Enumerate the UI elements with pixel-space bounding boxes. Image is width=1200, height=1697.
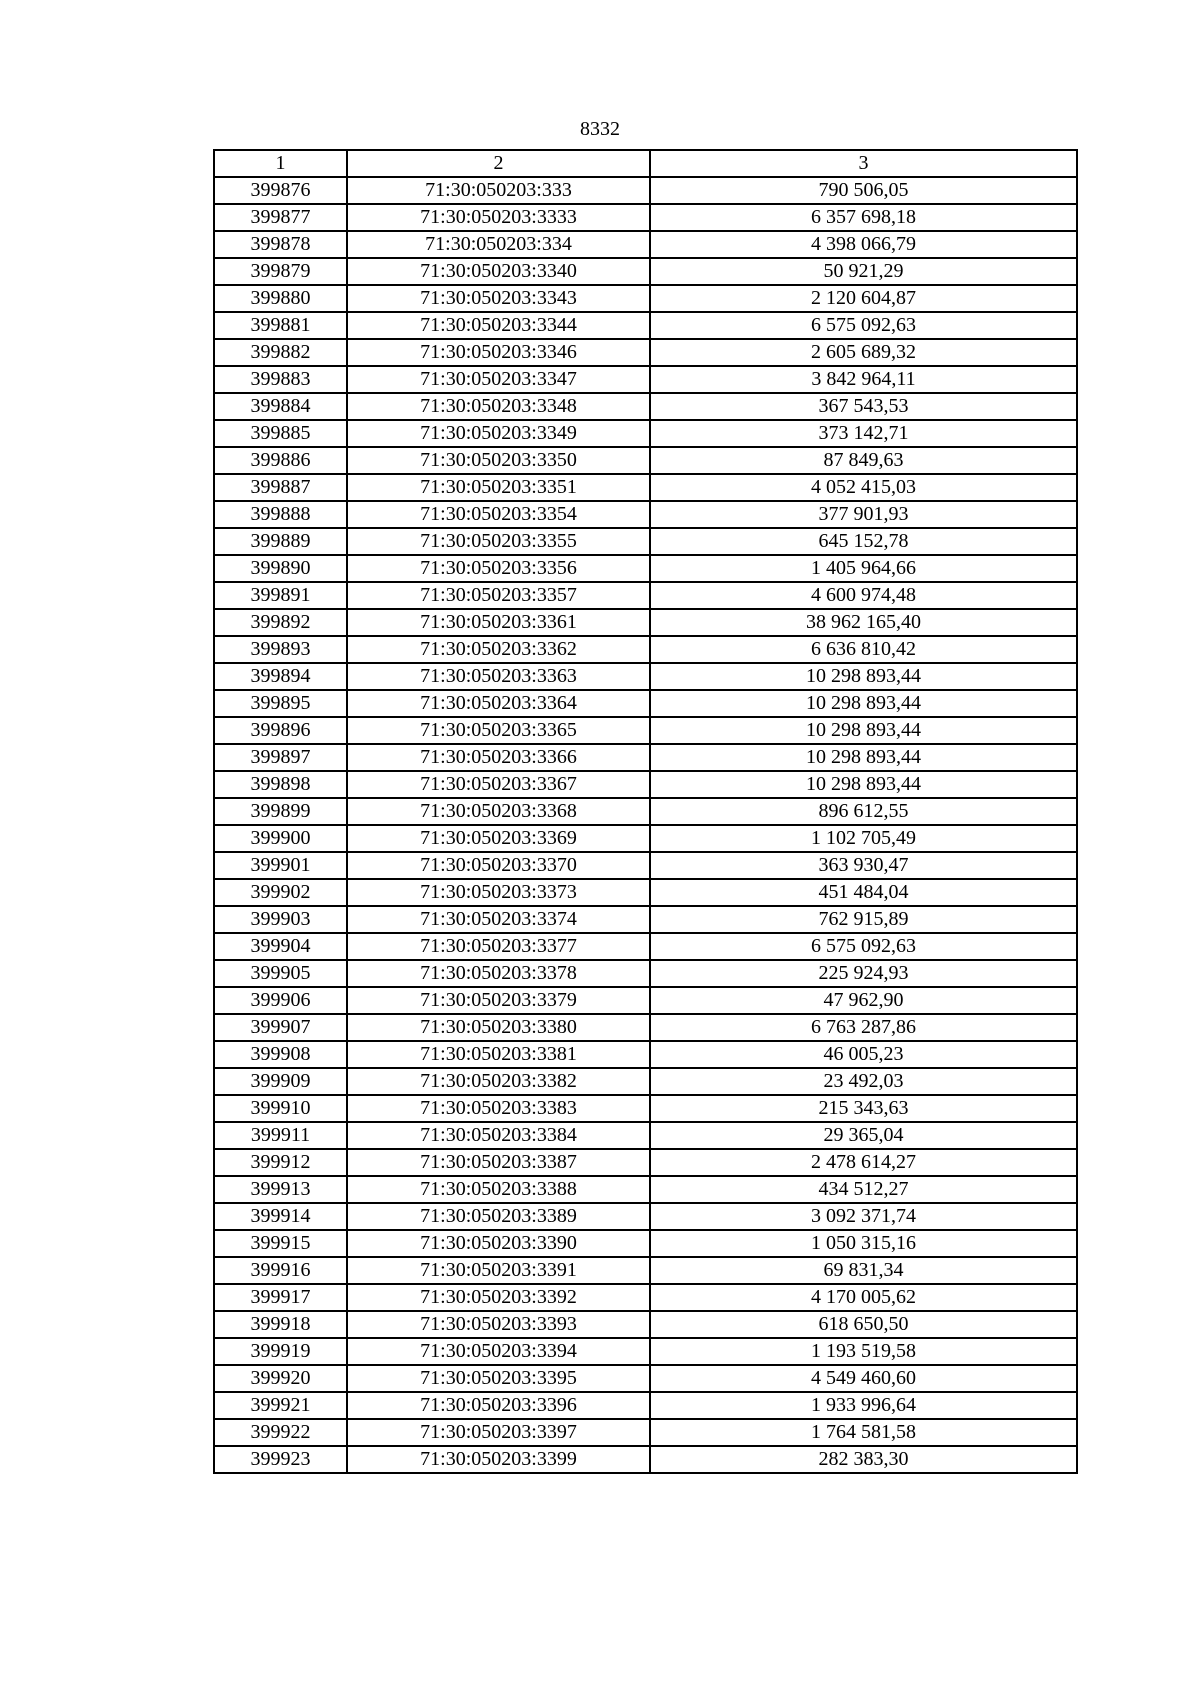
row-number-cell: 399918: [214, 1311, 347, 1338]
table-row: [214, 1149, 1077, 1176]
cadastral-value-cell: 762 915,89: [650, 906, 1077, 933]
row-number-cell: 399889: [214, 528, 347, 555]
table-row: [214, 879, 1077, 906]
cadastral-value-cell: 363 930,47: [650, 852, 1077, 879]
cadastral-number-cell: 71:30:050203:3357: [347, 582, 650, 609]
row-number-cell: 399919: [214, 1338, 347, 1365]
table-row: [214, 960, 1077, 987]
row-number-cell: 399885: [214, 420, 347, 447]
cadastral-value-cell: 2 478 614,27: [650, 1149, 1077, 1176]
table-row: [214, 1419, 1077, 1446]
cadastral-value-cell: 790 506,05: [650, 177, 1077, 204]
row-number-cell: 399880: [214, 285, 347, 312]
row-number-cell: 399887: [214, 474, 347, 501]
cadastral-number-cell: 71:30:050203:3362: [347, 636, 650, 663]
cadastral-number-cell: 71:30:050203:3340: [347, 258, 650, 285]
cadastral-number-cell: 71:30:050203:3377: [347, 933, 650, 960]
table-row: [214, 987, 1077, 1014]
cadastral-value-cell: 6 575 092,63: [650, 312, 1077, 339]
row-number-cell: 399886: [214, 447, 347, 474]
cadastral-value-cell: 10 298 893,44: [650, 717, 1077, 744]
cadastral-number-cell: 71:30:050203:3381: [347, 1041, 650, 1068]
row-number-cell: 399897: [214, 744, 347, 771]
cadastral-number-cell: 71:30:050203:3387: [347, 1149, 650, 1176]
cadastral-value-cell: 1 405 964,66: [650, 555, 1077, 582]
cadastral-value-cell: 47 962,90: [650, 987, 1077, 1014]
cadastral-number-cell: 71:30:050203:3393: [347, 1311, 650, 1338]
cadastral-value-cell: 10 298 893,44: [650, 744, 1077, 771]
table-row: [214, 582, 1077, 609]
table-row: [214, 501, 1077, 528]
column-header-3: 3: [650, 150, 1077, 177]
row-number-cell: 399911: [214, 1122, 347, 1149]
row-number-cell: 399895: [214, 690, 347, 717]
cadastral-value-cell: 6 357 698,18: [650, 204, 1077, 231]
table-row: [214, 933, 1077, 960]
cadastral-value-cell: 282 383,30: [650, 1446, 1077, 1473]
row-number-cell: 399878: [214, 231, 347, 258]
cadastral-value-cell: 377 901,93: [650, 501, 1077, 528]
row-number-cell: 399876: [214, 177, 347, 204]
row-number-cell: 399898: [214, 771, 347, 798]
cadastral-value-cell: 50 921,29: [650, 258, 1077, 285]
table-row: [214, 1041, 1077, 1068]
cadastral-number-cell: 71:30:050203:3344: [347, 312, 650, 339]
cadastral-value-cell: 46 005,23: [650, 1041, 1077, 1068]
table-row: [214, 474, 1077, 501]
cadastral-number-cell: 71:30:050203:3391: [347, 1257, 650, 1284]
cadastral-value-cell: 645 152,78: [650, 528, 1077, 555]
cadastral-value-cell: 367 543,53: [650, 393, 1077, 420]
row-number-cell: 399905: [214, 960, 347, 987]
cadastral-value-cell: 10 298 893,44: [650, 690, 1077, 717]
table-row: [214, 1068, 1077, 1095]
cadastral-value-cell: 1 102 705,49: [650, 825, 1077, 852]
row-number-cell: 399923: [214, 1446, 347, 1473]
page-number: 8332: [580, 118, 620, 140]
cadastral-number-cell: 71:30:050203:3397: [347, 1419, 650, 1446]
cadastral-value-cell: 4 170 005,62: [650, 1284, 1077, 1311]
table-row: [214, 798, 1077, 825]
cadastral-number-cell: 71:30:050203:3348: [347, 393, 650, 420]
row-number-cell: 399920: [214, 1365, 347, 1392]
table-row: [214, 312, 1077, 339]
cadastral-value-cell: 6 575 092,63: [650, 933, 1077, 960]
row-number-cell: 399903: [214, 906, 347, 933]
column-header-1: 1: [214, 150, 347, 177]
cadastral-value-cell: 4 549 460,60: [650, 1365, 1077, 1392]
table-row: [214, 690, 1077, 717]
cadastral-value-cell: 3 842 964,11: [650, 366, 1077, 393]
cadastral-number-cell: 71:30:050203:3364: [347, 690, 650, 717]
cadastral-number-cell: 71:30:050203:3383: [347, 1095, 650, 1122]
table-row: [214, 555, 1077, 582]
row-number-cell: 399879: [214, 258, 347, 285]
row-number-cell: 399882: [214, 339, 347, 366]
row-number-cell: 399888: [214, 501, 347, 528]
row-number-cell: 399890: [214, 555, 347, 582]
cadastral-number-cell: 71:30:050203:3365: [347, 717, 650, 744]
cadastral-value-cell: 87 849,63: [650, 447, 1077, 474]
cadastral-number-cell: 71:30:050203:3351: [347, 474, 650, 501]
table-row: [214, 771, 1077, 798]
table-row: [214, 1338, 1077, 1365]
table-row: [214, 528, 1077, 555]
table-row: [214, 852, 1077, 879]
table-row: [214, 1257, 1077, 1284]
row-number-cell: 399892: [214, 609, 347, 636]
cadastral-number-cell: 71:30:050203:3392: [347, 1284, 650, 1311]
table-row: [214, 420, 1077, 447]
cadastral-number-cell: 71:30:050203:333: [347, 177, 650, 204]
row-number-cell: 399907: [214, 1014, 347, 1041]
table-row: [214, 636, 1077, 663]
row-number-cell: 399901: [214, 852, 347, 879]
cadastral-value-cell: 6 763 287,86: [650, 1014, 1077, 1041]
row-number-cell: 399921: [214, 1392, 347, 1419]
cadastral-value-cell: 10 298 893,44: [650, 663, 1077, 690]
table-row: [214, 1311, 1077, 1338]
cadastral-value-cell: 3 092 371,74: [650, 1203, 1077, 1230]
cadastral-number-cell: 71:30:050203:3388: [347, 1176, 650, 1203]
table-row: [214, 1230, 1077, 1257]
cadastral-value-cell: 29 365,04: [650, 1122, 1077, 1149]
cadastral-value-cell: 2 605 689,32: [650, 339, 1077, 366]
cadastral-value-cell: 69 831,34: [650, 1257, 1077, 1284]
table-row: [214, 1203, 1077, 1230]
table-row: [214, 906, 1077, 933]
cadastral-value-cell: 10 298 893,44: [650, 771, 1077, 798]
row-number-cell: 399891: [214, 582, 347, 609]
row-number-cell: 399904: [214, 933, 347, 960]
row-number-cell: 399915: [214, 1230, 347, 1257]
table-row: [214, 1014, 1077, 1041]
table-row: [214, 1095, 1077, 1122]
cadastral-number-cell: 71:30:050203:3389: [347, 1203, 650, 1230]
cadastral-number-cell: 71:30:050203:3399: [347, 1446, 650, 1473]
row-number-cell: 399906: [214, 987, 347, 1014]
cadastral-number-cell: 71:30:050203:3354: [347, 501, 650, 528]
row-number-cell: 399910: [214, 1095, 347, 1122]
table-row: [214, 204, 1077, 231]
cadastral-number-cell: 71:30:050203:3382: [347, 1068, 650, 1095]
cadastral-value-cell: 225 924,93: [650, 960, 1077, 987]
row-number-cell: 399877: [214, 204, 347, 231]
cadastral-value-cell: 2 120 604,87: [650, 285, 1077, 312]
cadastral-value-cell: 896 612,55: [650, 798, 1077, 825]
row-number-cell: 399893: [214, 636, 347, 663]
row-number-cell: 399894: [214, 663, 347, 690]
cadastral-value-cell: 215 343,63: [650, 1095, 1077, 1122]
cadastral-number-cell: 71:30:050203:3349: [347, 420, 650, 447]
table-header-row: [214, 150, 1077, 177]
cadastral-number-cell: 71:30:050203:3356: [347, 555, 650, 582]
cadastral-number-cell: 71:30:050203:3374: [347, 906, 650, 933]
cadastral-number-cell: 71:30:050203:3333: [347, 204, 650, 231]
cadastral-value-cell: 434 512,27: [650, 1176, 1077, 1203]
table-row: [214, 1176, 1077, 1203]
table-row: [214, 717, 1077, 744]
cadastral-number-cell: 71:30:050203:3396: [347, 1392, 650, 1419]
cadastral-number-cell: 71:30:050203:3355: [347, 528, 650, 555]
table-row: [214, 258, 1077, 285]
column-header-2: 2: [347, 150, 650, 177]
cadastral-number-cell: 71:30:050203:3380: [347, 1014, 650, 1041]
row-number-cell: 399896: [214, 717, 347, 744]
table-row: [214, 285, 1077, 312]
table-row: [214, 393, 1077, 420]
cadastral-value-cell: 618 650,50: [650, 1311, 1077, 1338]
cadastral-number-cell: 71:30:050203:3347: [347, 366, 650, 393]
cadastral-number-cell: 71:30:050203:3394: [347, 1338, 650, 1365]
table-row: [214, 1446, 1077, 1473]
table-row: [214, 1284, 1077, 1311]
row-number-cell: 399881: [214, 312, 347, 339]
table-row: [214, 177, 1077, 204]
cadastral-number-cell: 71:30:050203:3367: [347, 771, 650, 798]
table-row: [214, 1365, 1077, 1392]
row-number-cell: 399884: [214, 393, 347, 420]
cadastral-value-cell: 451 484,04: [650, 879, 1077, 906]
cadastral-value-cell: 1 050 315,16: [650, 1230, 1077, 1257]
row-number-cell: 399899: [214, 798, 347, 825]
row-number-cell: 399908: [214, 1041, 347, 1068]
table-row: [214, 1392, 1077, 1419]
cadastral-number-cell: 71:30:050203:3390: [347, 1230, 650, 1257]
cadastral-number-cell: 71:30:050203:3350: [347, 447, 650, 474]
row-number-cell: 399909: [214, 1068, 347, 1095]
table-row: [214, 447, 1077, 474]
cadastral-number-cell: 71:30:050203:3384: [347, 1122, 650, 1149]
cadastral-value-cell: 6 636 810,42: [650, 636, 1077, 663]
row-number-cell: 399914: [214, 1203, 347, 1230]
table-row: [214, 609, 1077, 636]
row-number-cell: 399883: [214, 366, 347, 393]
row-number-cell: 399902: [214, 879, 347, 906]
cadastral-number-cell: 71:30:050203:3370: [347, 852, 650, 879]
row-number-cell: 399917: [214, 1284, 347, 1311]
cadastral-number-cell: 71:30:050203:3373: [347, 879, 650, 906]
cadastral-number-cell: 71:30:050203:3395: [347, 1365, 650, 1392]
cadastral-number-cell: 71:30:050203:3366: [347, 744, 650, 771]
cadastral-value-cell: 23 492,03: [650, 1068, 1077, 1095]
cadastral-value-cell: 1 193 519,58: [650, 1338, 1077, 1365]
cadastral-number-cell: 71:30:050203:3343: [347, 285, 650, 312]
cadastral-value-cell: 1 933 996,64: [650, 1392, 1077, 1419]
cadastral-number-cell: 71:30:050203:334: [347, 231, 650, 258]
cadastral-number-cell: 71:30:050203:3378: [347, 960, 650, 987]
cadastral-value-cell: 4 600 974,48: [650, 582, 1077, 609]
row-number-cell: 399912: [214, 1149, 347, 1176]
cadastral-value-cell: 38 962 165,40: [650, 609, 1077, 636]
table-row: [214, 825, 1077, 852]
table-row: [214, 339, 1077, 366]
row-number-cell: 399900: [214, 825, 347, 852]
table-row: [214, 1122, 1077, 1149]
table-row: [214, 744, 1077, 771]
cadastral-number-cell: 71:30:050203:3346: [347, 339, 650, 366]
cadastral-value-table: [213, 149, 1078, 1474]
row-number-cell: 399913: [214, 1176, 347, 1203]
cadastral-value-cell: 373 142,71: [650, 420, 1077, 447]
table-row: [214, 663, 1077, 690]
cadastral-number-cell: 71:30:050203:3369: [347, 825, 650, 852]
table-body: [214, 150, 1077, 1473]
cadastral-value-cell: 4 398 066,79: [650, 231, 1077, 258]
cadastral-number-cell: 71:30:050203:3368: [347, 798, 650, 825]
cadastral-value-cell: 1 764 581,58: [650, 1419, 1077, 1446]
row-number-cell: 399922: [214, 1419, 347, 1446]
cadastral-number-cell: 71:30:050203:3379: [347, 987, 650, 1014]
table-row: [214, 366, 1077, 393]
row-number-cell: 399916: [214, 1257, 347, 1284]
table-row: [214, 231, 1077, 258]
cadastral-number-cell: 71:30:050203:3363: [347, 663, 650, 690]
cadastral-number-cell: 71:30:050203:3361: [347, 609, 650, 636]
cadastral-value-cell: 4 052 415,03: [650, 474, 1077, 501]
